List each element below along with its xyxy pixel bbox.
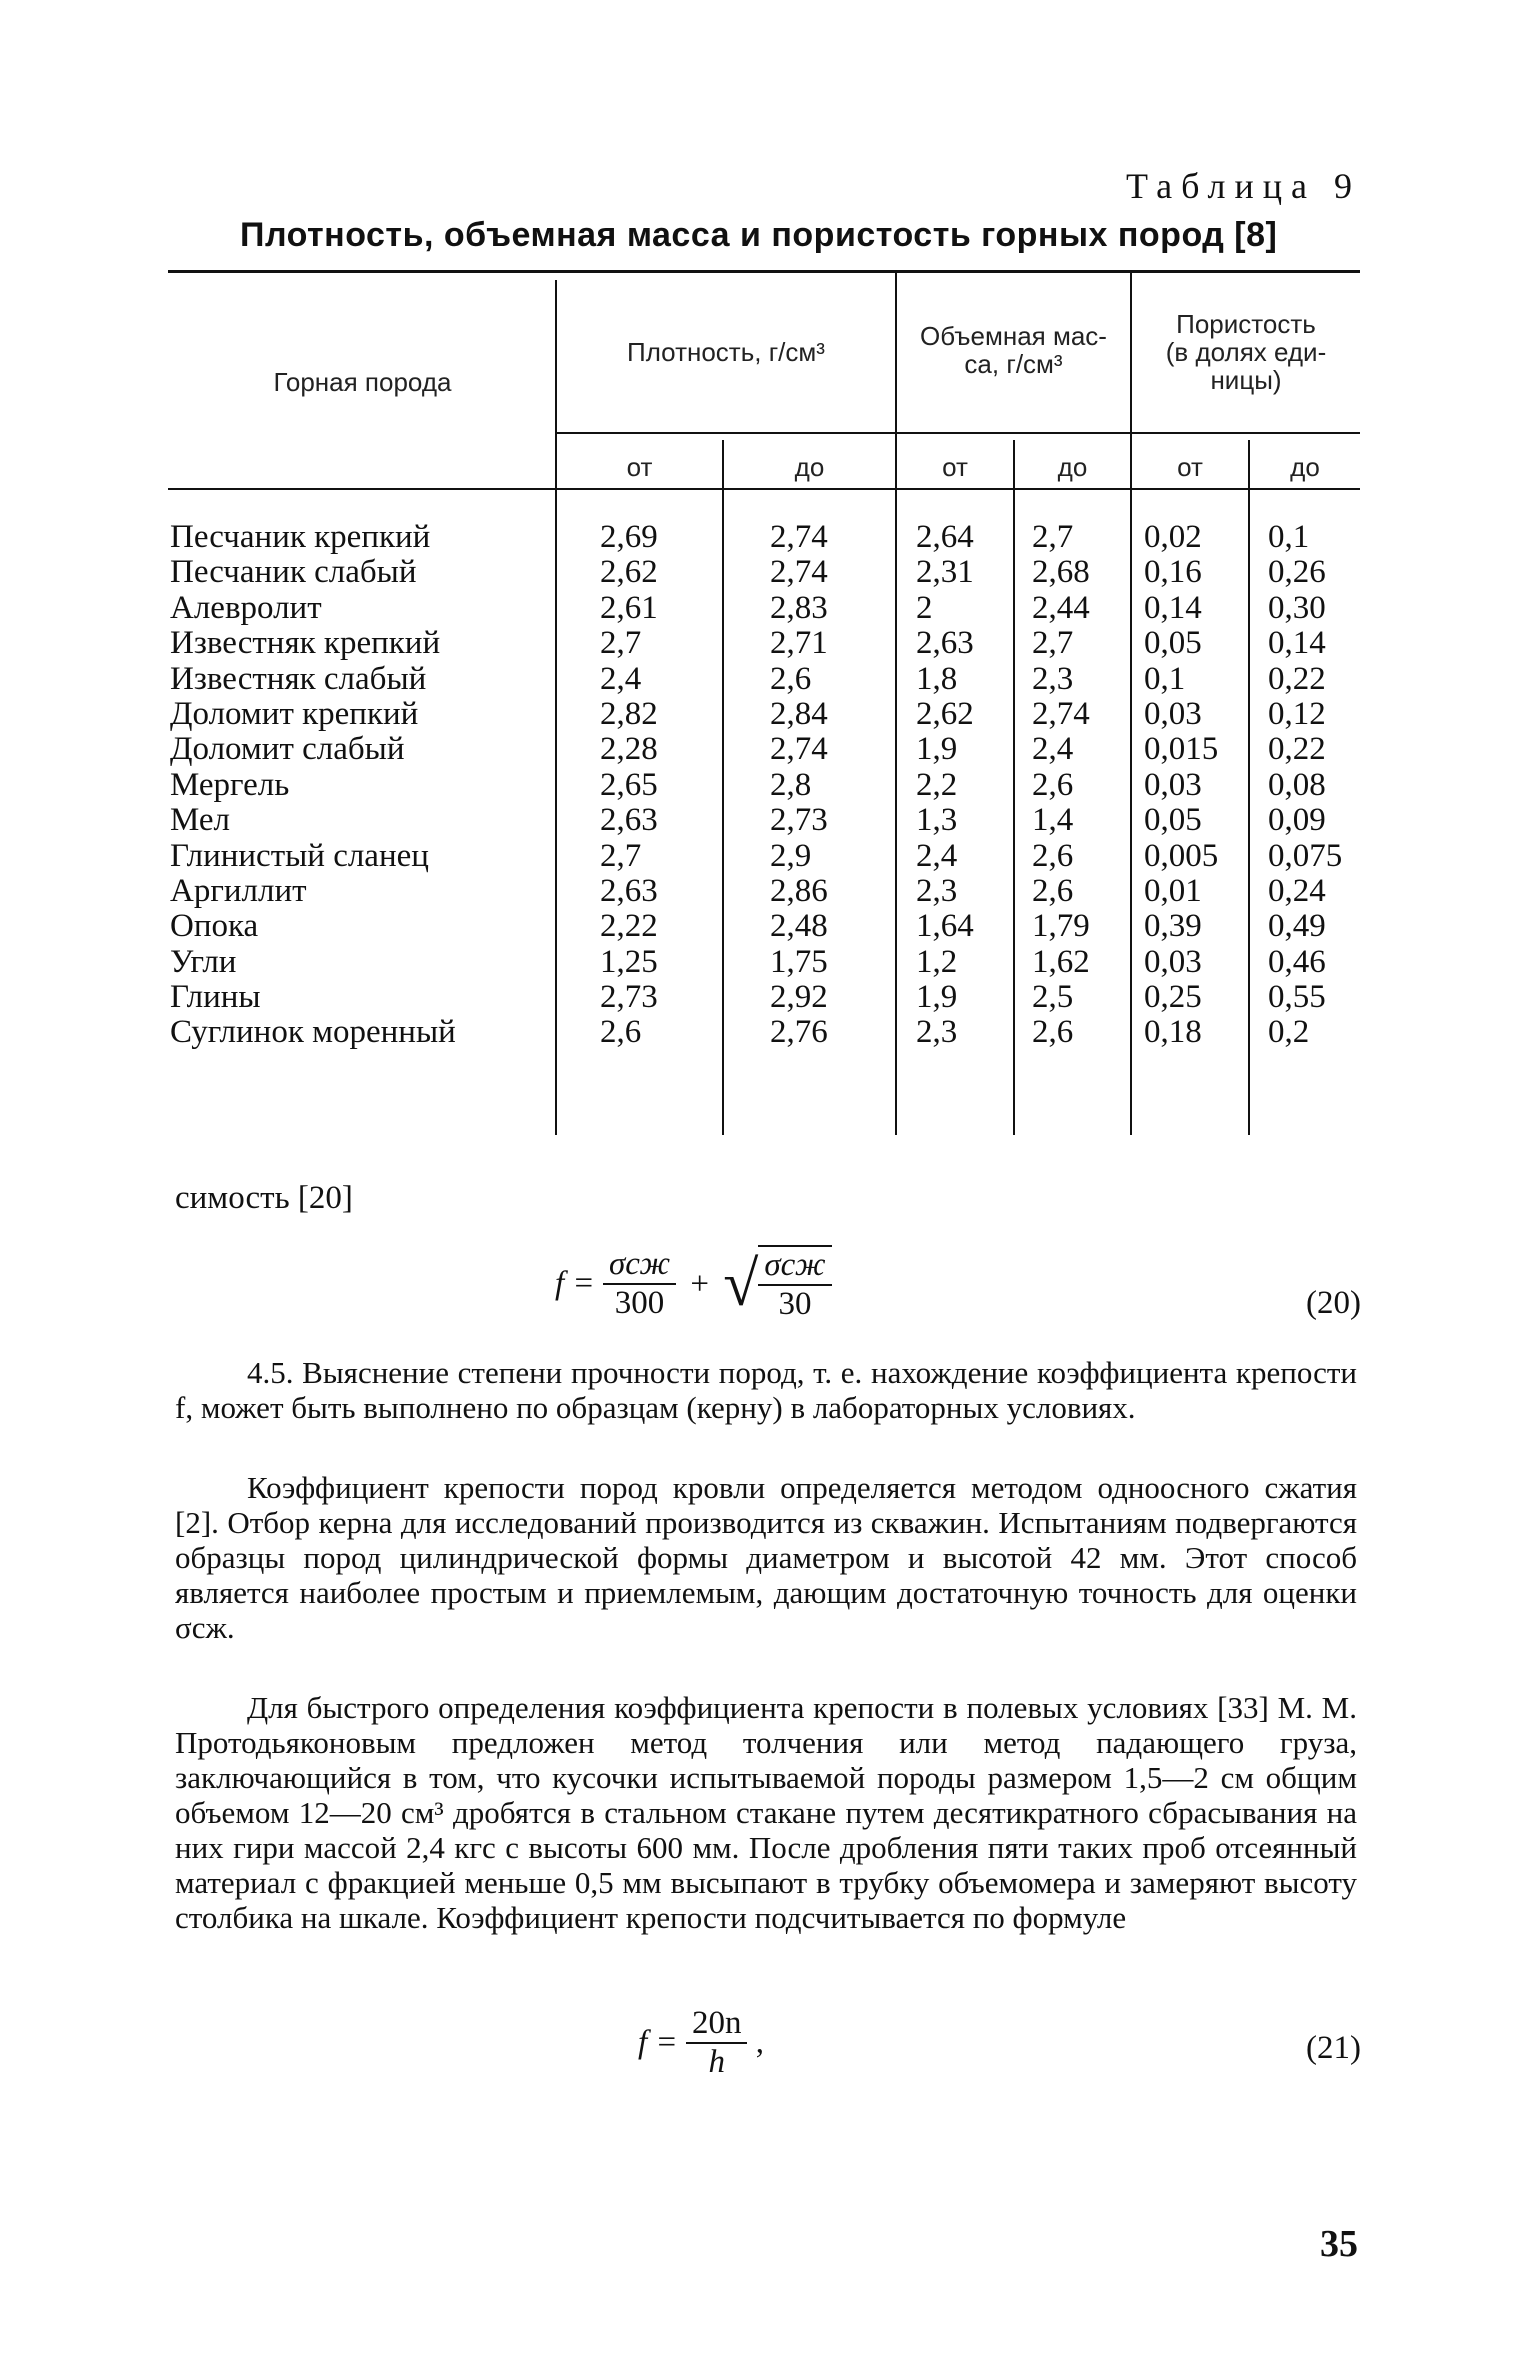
density-from: 2,28 (600, 731, 658, 768)
porosity-to: 0,075 (1268, 837, 1343, 874)
table-label: Таблица 9 (1126, 166, 1361, 206)
bulk-to: 2,6 (1032, 766, 1074, 803)
equation-number-21: (21) (1306, 2030, 1361, 2066)
porosity-from: 0,16 (1144, 554, 1202, 591)
bulk-to: 2,7 (1032, 519, 1074, 555)
porosity-from: 0,02 (1144, 519, 1202, 555)
porosity-from: 0,01 (1144, 872, 1202, 909)
porosity-to: 0,49 (1268, 908, 1326, 945)
col-header-porosity (1132, 310, 1360, 394)
porosity-to: 0,26 (1268, 554, 1326, 591)
density-from: 2,63 (600, 802, 658, 839)
bulk-from: 2,62 (916, 695, 974, 732)
bulk-from: 2 (916, 589, 933, 626)
density-from: 2,69 (600, 519, 658, 555)
fraction-denominator: h (708, 2044, 725, 2080)
density-from: 1,25 (600, 943, 658, 980)
density-to: 2,74 (770, 554, 828, 591)
table-col-divider (722, 440, 724, 1135)
density-to: 2,6 (770, 660, 812, 697)
bulk-to: 1,79 (1032, 908, 1090, 945)
fraction (603, 1246, 676, 1322)
density-to: 2,9 (770, 837, 812, 874)
subheader-from: от (1177, 452, 1203, 482)
porosity-to: 0,30 (1268, 589, 1326, 626)
porosity-from: 0,03 (1144, 943, 1202, 980)
porosity-from: 0,05 (1144, 802, 1202, 839)
subheader-to: до (794, 452, 825, 482)
rock-name: Суглинок моренный (170, 1014, 456, 1051)
subheader-to: до (1290, 452, 1320, 482)
subheader-from: от (942, 452, 968, 482)
porosity-to: 0,22 (1268, 731, 1326, 768)
density-to: 2,83 (770, 589, 828, 626)
table-col-divider (1013, 440, 1015, 1135)
rock-name: Аргиллит (170, 872, 307, 909)
porosity-to: 0,09 (1268, 802, 1326, 839)
rock-name: Известняк слабый (170, 660, 427, 697)
porosity-to: 0,22 (1268, 660, 1326, 697)
fraction (686, 2005, 748, 2081)
bulk-from: 2,64 (916, 519, 974, 555)
table-header-bottom-rule (168, 488, 1360, 490)
density-from: 2,65 (600, 766, 658, 803)
porosity-from: 0,1 (1144, 660, 1186, 697)
bulk-from: 1,9 (916, 979, 958, 1016)
porosity-to: 0,24 (1268, 872, 1326, 909)
rock-name: Доломит крепкий (170, 695, 419, 732)
subheader-from: от (626, 452, 653, 482)
sqrt-symbol-icon: √ (723, 1248, 759, 1319)
paragraph-method-crushing: Для быстрого определения коэффициента крепости в полевых условиях [33] М. М. Протодьяконовым предложен метод толчения или метод падающего груза, заключающийся в том, что кусочки испытываемой породы размером 1,5—2 см общим объемом 12—20 см³ дробятся в стальном стакане путем десятикратного сбрасывания на них гири массой 2,4 кгс с высоты 600 мм. После дробления пяти таких проб отсеянный материал с фракцией меньше 0,5 мм высыпают в трубку объемомера и замеряют высоту столбика на шкале. Коэффициент крепости подсчитывается по формуле (175, 1690, 1357, 1935)
porosity-from: 0,03 (1144, 766, 1202, 803)
rock-name: Глины (170, 979, 261, 1016)
bulk-from: 2,2 (916, 766, 958, 803)
paragraph-4-5: 4.5. Выяснение степени прочности пород, т. е. нахождение коэффициента крепости f, может быть выполнено по образцам (керну) в лабораторных условиях. (175, 1355, 1357, 1425)
density-to: 2,74 (770, 519, 828, 555)
col-header-rock: Горная порода (273, 367, 452, 397)
col-header-bulk (897, 322, 1130, 378)
fraction-numerator: σсж (603, 1246, 676, 1285)
bulk-from: 1,3 (916, 802, 958, 839)
col-header-density: Плотность, г/см³ (627, 337, 825, 367)
density-from: 2,6 (600, 1014, 642, 1051)
density-from: 2,7 (600, 837, 642, 874)
bulk-to: 2,6 (1032, 837, 1074, 874)
porosity-to: 0,12 (1268, 695, 1326, 732)
rock-name: Алевролит (170, 589, 322, 626)
formula-20 (555, 1245, 832, 1323)
density-from: 2,73 (600, 979, 658, 1016)
porosity-to: 0,1 (1268, 519, 1310, 555)
rock-name: Песчаник слабый (170, 554, 417, 591)
table-col-divider (1248, 440, 1250, 1135)
lead-text: симость [20] (175, 1180, 353, 1216)
density-from: 2,7 (600, 625, 642, 662)
table-col-divider (1130, 272, 1132, 1135)
fraction-denominator: 30 (778, 1286, 812, 1322)
porosity-from: 0,015 (1144, 731, 1219, 768)
rock-name: Известняк крепкий (170, 625, 441, 662)
formula-lhs: f = (555, 1265, 595, 1302)
density-to: 2,74 (770, 731, 828, 768)
density-from: 2,4 (600, 660, 642, 697)
density-to: 2,48 (770, 908, 828, 945)
formula-plus: + (690, 1265, 709, 1302)
bulk-to: 2,74 (1032, 695, 1090, 732)
bulk-to: 2,5 (1032, 979, 1074, 1016)
bulk-to: 2,3 (1032, 660, 1074, 697)
col-header-bulk-line1: Объемная мас- (920, 321, 1107, 351)
porosity-from: 0,39 (1144, 908, 1202, 945)
bulk-to: 1,62 (1032, 943, 1090, 980)
table-col-divider (895, 272, 897, 1135)
bulk-to: 2,6 (1032, 1014, 1074, 1051)
density-to: 2,71 (770, 625, 828, 662)
density-from: 2,61 (600, 589, 658, 626)
porosity-to: 0,46 (1268, 943, 1326, 980)
bulk-to: 2,6 (1032, 872, 1074, 909)
porosity-from: 0,14 (1144, 589, 1202, 626)
rock-name: Песчаник крепкий (170, 519, 431, 555)
table-top-rule (168, 270, 1360, 273)
rock-name: Опока (170, 908, 259, 945)
bulk-from: 2,3 (916, 872, 958, 909)
bulk-to: 2,68 (1032, 554, 1090, 591)
bulk-from: 1,8 (916, 660, 958, 697)
density-from: 2,63 (600, 872, 658, 909)
rock-name: Глинистый сланец (170, 837, 429, 874)
page-number: 35 (1320, 2223, 1358, 2265)
density-to: 2,8 (770, 766, 812, 803)
formula-comma: , (755, 2024, 764, 2061)
bulk-to: 1,4 (1032, 802, 1074, 839)
rock-name: Мергель (170, 766, 290, 803)
sqrt-fraction (758, 1245, 831, 1323)
porosity-from: 0,005 (1144, 837, 1219, 874)
density-to: 1,75 (770, 943, 828, 980)
equation-number-20: (20) (1306, 1285, 1361, 1321)
bulk-to: 2,44 (1032, 589, 1090, 626)
table-title: Плотность, объемная масса и пористость горных пород [8] (240, 216, 1278, 254)
rock-name: Мел (170, 802, 231, 839)
porosity-to: 0,55 (1268, 979, 1326, 1016)
porosity-from: 0,05 (1144, 625, 1202, 662)
formula-21 (638, 2005, 764, 2081)
density-from: 2,22 (600, 908, 658, 945)
bulk-from: 2,3 (916, 1014, 958, 1051)
density-to: 2,76 (770, 1014, 828, 1051)
bulk-from: 1,64 (916, 908, 974, 945)
fraction-numerator: σсж (758, 1247, 831, 1286)
density-to: 2,73 (770, 802, 828, 839)
bulk-from: 2,4 (916, 837, 958, 874)
fraction-denominator: 300 (614, 1285, 665, 1321)
bulk-to: 2,7 (1032, 625, 1074, 662)
table-header-subrule (555, 432, 1360, 434)
porosity-from: 0,18 (1144, 1014, 1202, 1051)
col-header-bulk-line2: са, г/см³ (964, 349, 1063, 379)
bulk-from: 2,31 (916, 554, 974, 591)
col-header-porosity-line3: ницы) (1210, 365, 1282, 395)
porosity-from: 0,03 (1144, 695, 1202, 732)
table-col-divider (555, 280, 557, 1135)
subheader-to: до (1057, 452, 1088, 482)
density-from: 2,62 (600, 554, 658, 591)
bulk-from: 1,9 (916, 731, 958, 768)
fraction-numerator: 20n (686, 2005, 748, 2044)
porosity-to: 0,08 (1268, 766, 1326, 803)
density-from: 2,82 (600, 695, 658, 732)
formula-lhs: f = (638, 2024, 678, 2061)
density-to: 2,86 (770, 872, 828, 909)
bulk-from: 2,63 (916, 625, 974, 662)
col-header-porosity-line1: Пористость (1176, 309, 1316, 339)
bulk-to: 2,4 (1032, 731, 1074, 768)
density-to: 2,92 (770, 979, 828, 1016)
paragraph-method-uniaxial: Коэффициент крепости пород кровли определяется методом одноосного сжатия [2]. Отбор керна для исследований производится из скважин. Испытаниям подвергаются образцы пород цилиндрической формы диаметром и высотой 42 мм. Этот способ является наиболее простым и приемлемым, дающим достаточную точность для оценки σсж. (175, 1470, 1357, 1645)
porosity-to: 0,2 (1268, 1014, 1310, 1051)
col-header-porosity-line2: (в долях еди- (1165, 337, 1327, 367)
rock-name: Угли (170, 943, 237, 980)
density-to: 2,84 (770, 695, 828, 732)
bulk-from: 1,2 (916, 943, 958, 980)
rock-name: Доломит слабый (170, 731, 405, 768)
porosity-from: 0,25 (1144, 979, 1202, 1016)
porosity-to: 0,14 (1268, 625, 1326, 662)
